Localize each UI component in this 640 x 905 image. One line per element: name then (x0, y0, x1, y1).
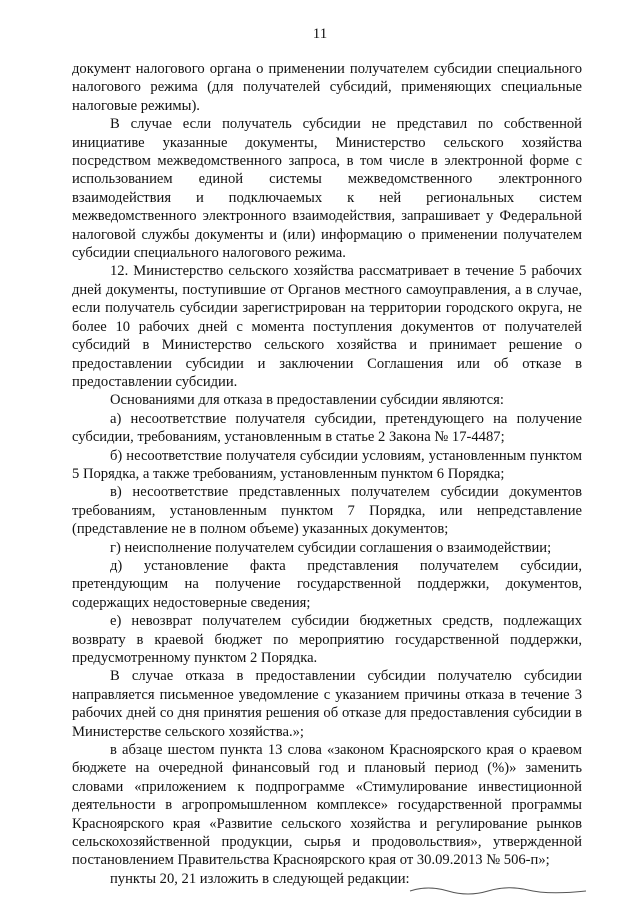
paragraph-8: г) неисполнение получателем субсидии соглашения о взаимодействии; (110, 539, 552, 556)
paragraph-5: а) несоответствие получателя субсидии, претендующего на получение субсидии, требованиям, установленным в статье 2 Закона № 17-4487; (72, 410, 582, 446)
paragraph-11: В случае отказа в предоставлении субсидии получателю субсидии направляется письменное уведомление с указанием причины отказа в течение 3 рабочих дней со дня принятия решения об отказе для предоставления субсидии в Министерстве сельского хозяйства.»; (72, 668, 582, 740)
page-number: 11 (312, 26, 328, 42)
paragraph-13: пункты 20, 21 изложить в следующей редакции: (110, 870, 410, 887)
paragraph-7: в) несоответствие представленных получателем субсидии документов требованиям, установленным пунктом 7 Порядка, или непредставление (представление не в полном объеме) указанных документов; (72, 484, 582, 538)
paragraph-9: д) установление факта представления получателем субсидии, претендующим на получение государственной поддержки, документов, содержащих недостоверные сведения; (72, 557, 582, 611)
paragraph-3: 12. Министерство сельского хозяйства рассматривает в течение 5 рабочих дней документы, поступившие от Органов местного самоуправления, а в случае, если получатель субсидии зарегистрирован на территории городского округа, не более 10 рабочих дней с момента поступления документов от получателей субсидий в Министерство сельского хозяйства и принимает решение о предоставлении субсидии и заключении Соглашения или об отказе в предоставлении субсидии. (72, 263, 582, 390)
paragraph-4: Основаниями для отказа в предоставлении субсидии являются: (110, 392, 504, 409)
paragraph-12: в абзаце шестом пункта 13 слова «законом Красноярского края о краевом бюджете на очередной финансовый год и плановый период (%)» заменить словами «приложением к подпрограмме «Стимулирование инвестиционной деятельности в агропромышленном комплексе» государственной программы Красноярского края «Развитие сельского хозяйства и регулирование рынков сельскохозяйственной продукции, сырья и продовольствия», утвержденной постановлением Правительства Красноярского края от 30.09.2013 № 506-п»; (72, 742, 582, 869)
paragraph-2: В случае если получатель субсидии не представил по собственной инициативе указанные документы, Министерство сельского хозяйства посредством межведомственного запроса, в том числе в электронной форме с использованием единой системы межведомственного электронного взаимодействия и подключаемых к ней региональных систем межведомственного электронного взаимодействия, запрашивает у Федеральной налоговой службы документы и (или) информацию о применении получателем субсидии специального налогового режима. (72, 116, 582, 262)
scan-footer-mark (408, 883, 588, 897)
document-body (72, 60, 582, 888)
paragraph-1: документ налогового органа о применении получателем субсидии специального налогового режима (для получателей субсидий, применяющих специальные налоговые режимы). (72, 61, 582, 114)
paragraph-6: б) несоответствие получателя субсидии условиям, установленным пунктом 5 Порядка, а также требованиям, установленным пунктом 6 Порядка; (72, 447, 582, 482)
paragraph-10: е) невозврат получателем субсидии бюджетных средств, подлежащих возврату в краевой бюджет по мероприятию государственной поддержки, предусмотренному пунктом 2 Порядка. (72, 613, 582, 666)
